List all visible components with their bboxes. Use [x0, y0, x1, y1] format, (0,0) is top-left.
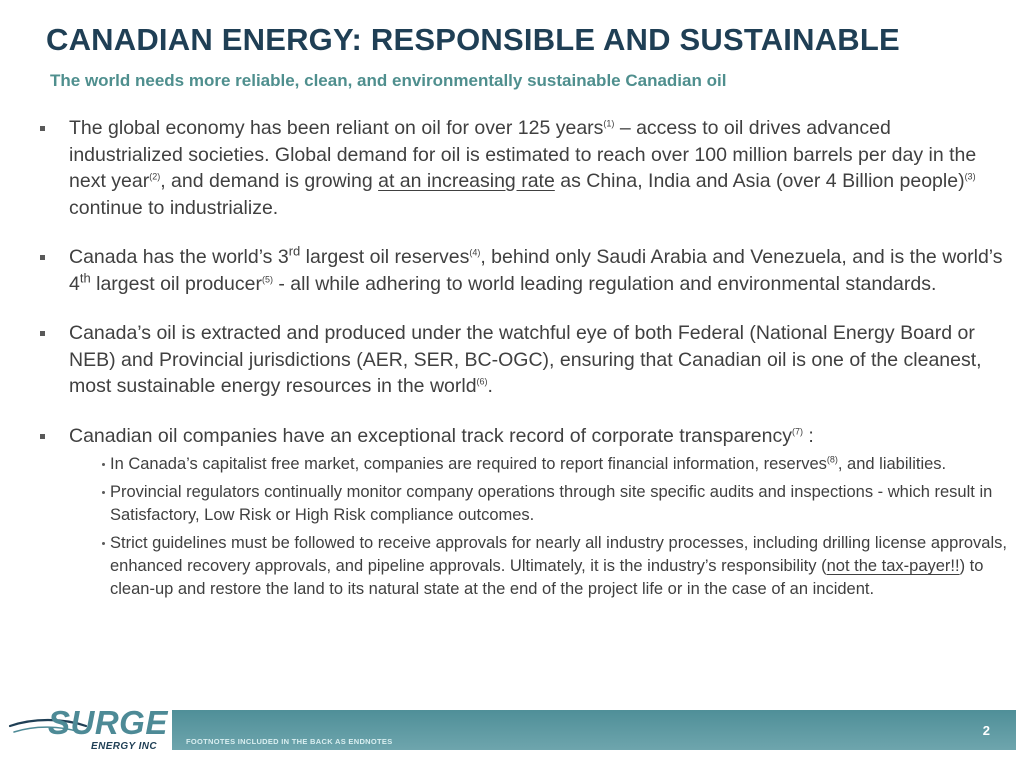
dot-bullet-icon — [102, 463, 105, 466]
footnote-notice: FOOTNOTES INCLUDED IN THE BACK AS ENDNOTES — [186, 737, 393, 746]
footnote-ref: (8) — [826, 454, 838, 465]
sub-bullet-list — [69, 453, 1010, 601]
surge-logo — [8, 704, 170, 756]
square-bullet-icon — [40, 331, 45, 336]
footnote-ref: (4) — [469, 247, 481, 258]
footer-bar — [172, 710, 1016, 750]
square-bullet-icon — [40, 255, 45, 260]
sub-bullet-financial-reporting: In Canada’s capitalist free market, companies are required to report financial information, reserves$^{(8)}$, and liabilities. — [69, 453, 1010, 476]
bullet-item-regulation: Canada’s oil is extracted and produced under the watchful eye of both Federal (National Energy Board or NEB) and Provincial jurisdictions (AER, SER, BC-OGC), ensuring that Canadian oil is one of the cleanest, most sustainable energy resources in the world$^{(6)}$. — [38, 320, 1010, 400]
logo-wordmark: SURGE — [48, 704, 168, 741]
footnote-ref: (6) — [476, 376, 488, 387]
bullet-item-canada-reserves: Canada has the world’s 3rd largest oil reserves$^{(4)}$, behind only Saudi Arabia and Venezuela, and is the world’s 4th largest oil producer$^{(5)}$ - all while adhering to world leading regulation and environmental standards. — [38, 244, 1010, 297]
sub-bullet-approvals: Strict guidelines must be followed to receive approvals for nearly all industry processes, including drilling license approvals, enhanced recovery approvals, and pipeline approvals. Ultimately, it is the industry’s responsibility (not the tax-payer!!) to clean-up and restore the land to its natural state at the end of the project life or in the case of an incident. — [69, 532, 1010, 601]
footnote-ref: (2) — [149, 171, 161, 182]
footnote-ref: (7) — [792, 426, 803, 436]
slide-subtitle: The world needs more reliable, clean, and environmentally sustainable Canadian oil — [50, 71, 727, 90]
bullet-list — [38, 115, 1010, 601]
ordinal-suffix: th — [79, 270, 91, 285]
underlined-emphasis: not the tax-payer!! — [826, 557, 960, 575]
page-number: 2 — [982, 723, 990, 738]
sub-bullet-regulator-monitoring: Provincial regulators continually monitor company operations through site specific audits and inspections - which result in Satisfactory, Low Risk or High Risk compliance outcomes. — [69, 481, 1010, 527]
footnote-ref: (5) — [261, 274, 273, 284]
bullet-item-global-demand: The global economy has been reliant on oil for over 125 years$^{(1)}$ – access to oil drives advanced industrialized societies. Global demand for oil is estimated to reach over 100 million barrels per day in the next year$^{(2)}$, and demand is growing at an increasing rate as China, India and Asia (over 4 Billion people)$^{(3)}$ continue to industrialize. — [38, 115, 1010, 221]
square-bullet-icon — [40, 126, 45, 131]
footnote-ref: (1) — [603, 118, 615, 129]
dot-bullet-icon — [102, 491, 105, 494]
ordinal-suffix: rd — [288, 243, 301, 259]
underlined-emphasis: at an increasing rate — [378, 170, 555, 192]
slide-title: CANADIAN ENERGY: RESPONSIBLE AND SUSTAINABLE — [46, 22, 900, 57]
footnote-ref: (3) — [964, 171, 976, 182]
logo-subtitle: ENERGY INC — [91, 741, 158, 752]
dot-bullet-icon — [102, 542, 105, 545]
bullet-item-transparency: Canadian oil companies have an exceptional track record of corporate transparency$^{(7)}$ : In Canada’s capitalist free market, companies are required to report financial information, reserves$^{(8)}$, and liabilities. Provincial regulators continually monitor company operations through site specific audits and inspections - which result in Satisfactory, Low Risk or High Risk compliance outcomes. Strict guidelines must be followed to receive approvals for nearly all industry processes, including drilling license approvals, enhanced recovery approvals, and pipeline approvals. Ultimately, it is the industry’s responsibility (not the tax-payer!!) to clean-up and restore the land to its natural state at the end of the project life or in the case of an incident. — [38, 423, 1010, 602]
square-bullet-icon — [40, 434, 45, 439]
